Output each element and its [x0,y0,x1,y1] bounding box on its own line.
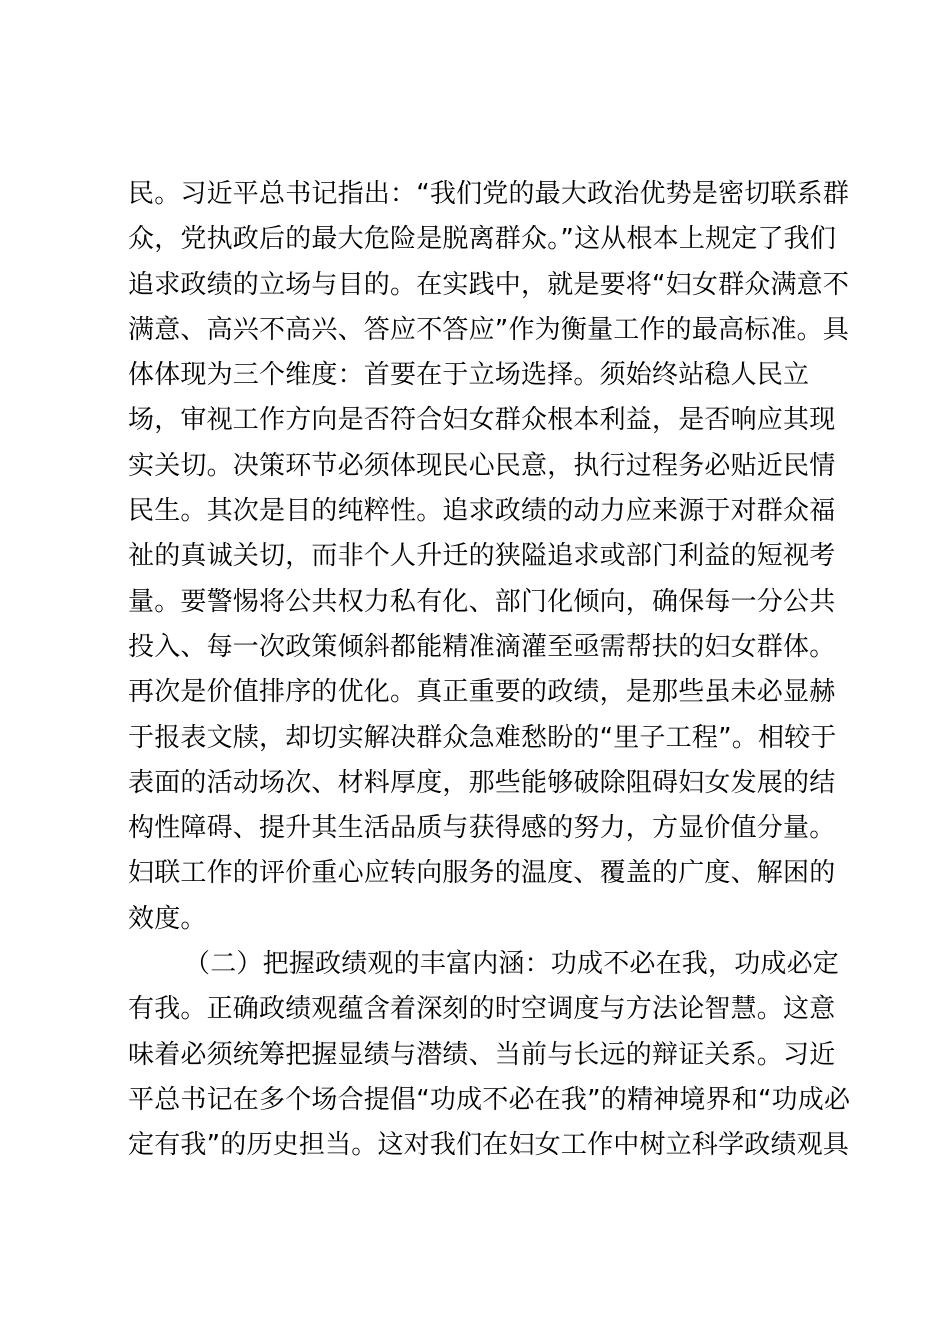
text-line: 有我。正确政绩观蕴含着深刻的时空调度与方法论智慧。这意 [128,994,836,1025]
text-line: 味着必须统筹把握显绩与潜绩、当前与长远的辩证关系。习近 [128,1039,836,1070]
text-line: 追求政绩的立场与目的。在实践中，就是要将“妇女群众满意不 [128,269,850,300]
text-line: 构性障碍、提升其生活品质与获得感的努力，方显价值分量。 [128,813,836,844]
text-line: 再次是价值排序的优化。真正重要的政绩，是那些虽未必显赫 [128,677,836,708]
text-line: 实关切。决策环节必须体现民心民意，执行过程务必贴近民情 [128,450,836,481]
text-line: 定有我”的历史担当。这对我们在妇女工作中树立科学政绩观具 [128,1130,850,1161]
text-line: 于报表文牍，却切实解决群众急难愁盼的“里子工程”。相较于 [128,722,837,753]
section-heading-line: （二）把握政绩观的丰富内涵：功成不必在我，功成必定 [184,949,840,980]
text-line: 投入、每一次政策倾斜都能精准滴灌至亟需帮扶的妇女群体。 [128,631,836,662]
text-line: 体体现为三个维度：首要在于立场选择。须始终站稳人民立 [128,360,810,391]
body-text [128,172,851,1169]
text-line: 民生。其次是目的纯粹性。追求政绩的动力应来源于对群众福 [128,496,836,527]
text-line: 妇联工作的评价重心应转向服务的温度、覆盖的广度、解困的 [128,858,836,889]
text-line: 满意、高兴不高兴、答应不答应”作为衡量工作的最高标准。具 [128,314,850,345]
text-line: 效度。 [128,903,207,934]
text-line: 表面的活动场次、材料厚度，那些能够破除阻碍妇女发展的结 [128,767,836,798]
text-line: 民。习近平总书记指出：“我们党的最大政治优势是密切联系群 [128,179,850,209]
text-line: 量。要警惕将公共权力私有化、部门化倾向，确保每一分公共 [128,586,836,617]
text-line: 众，党执政后的最大危险是脱离群众。”这从根本上规定了我们 [128,224,837,255]
text-line: 祉的真诚关切，而非个人升迁的狭隘追求或部门利益的短视考 [128,541,836,572]
text-line: 场，审视工作方向是否符合妇女群众根本利益，是否响应其现 [128,405,836,436]
text-line: 平总书记在多个场合提倡“功成不必在我”的精神境界和“功成必 [128,1084,851,1115]
